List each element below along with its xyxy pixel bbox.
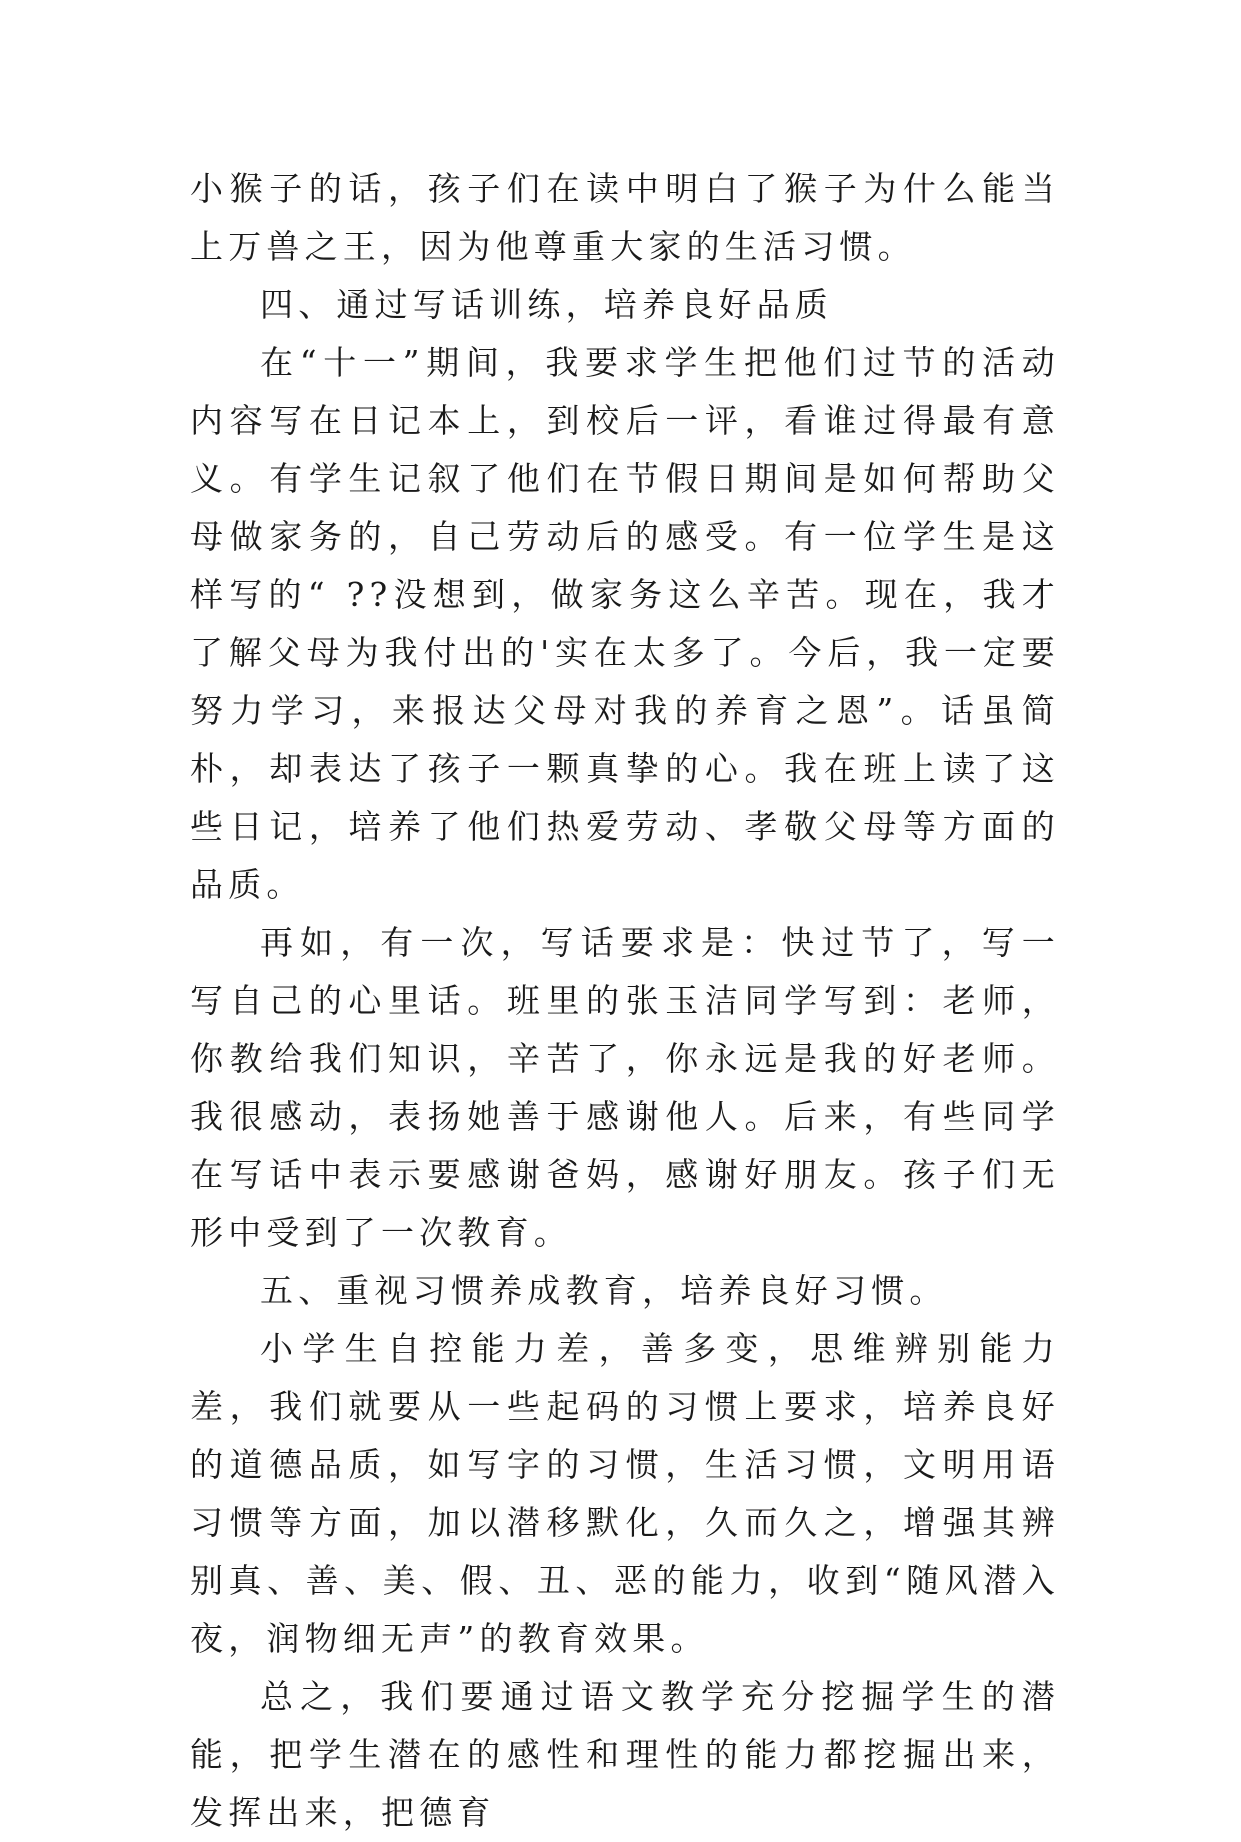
- paragraph-continuation: 小猴子的话，孩子们在读中明白了猴子为什么能当上万兽之王，因为他尊重大家的生活习惯。: [190, 169, 1060, 266]
- section-heading-four: 四、通过写话训练，培养良好品质: [260, 285, 833, 324]
- section-heading-five: 五、重视习惯养成教育，培养良好习惯。: [260, 1271, 948, 1310]
- paragraph-holiday-writing: 再如，有一次，写话要求是：快过节了，写一写自己的心里话。班里的张玉洁同学写到：老师，你教给我们知识，辛苦了，你永远是我的好老师。我很感动，表扬她善于感谢他人。后来，有些同学在写话中表示要感谢爸妈，感谢好朋友。孩子们无形中受到了一次教育。: [190, 923, 1060, 1252]
- paragraph-national-day-diary: 在“十一”期间，我要求学生把他们过节的活动内容写在日记本上，到校后一评，看谁过得最有意义。有学生记叙了他们在节假日期间是如何帮助父母做家务的，自己劳动后的感受。有一位学生是这样写的“ ??没想到，做家务这么辛苦。现在，我才了解父母为我付出的'实在太多了。今后，我一定要努力学习，来报达父母对我的养育之恩”。话虽简朴，却表达了孩子一颗真挚的心。我在班上读了这些日记，培养了他们热爱劳动、孝敬父母等方面的品质。: [190, 343, 1060, 904]
- document-body: [190, 160, 1060, 1842]
- paragraph-habit-education: 小学生自控能力差，善多变，思维辨别能力差，我们就要从一些起码的习惯上要求，培养良好的道德品质，如写字的习惯，生活习惯，文明用语习惯等方面，加以潜移默化，久而久之，增强其辨别真、善、美、假、丑、恶的能力，收到“随风潜入夜，润物细无声”的教育效果。: [190, 1329, 1060, 1658]
- paragraph-conclusion: 总之，我们要通过语文教学充分挖掘学生的潜能，把学生潜在的感性和理性的能力都挖掘出来，发挥出来，把德育: [190, 1677, 1060, 1832]
